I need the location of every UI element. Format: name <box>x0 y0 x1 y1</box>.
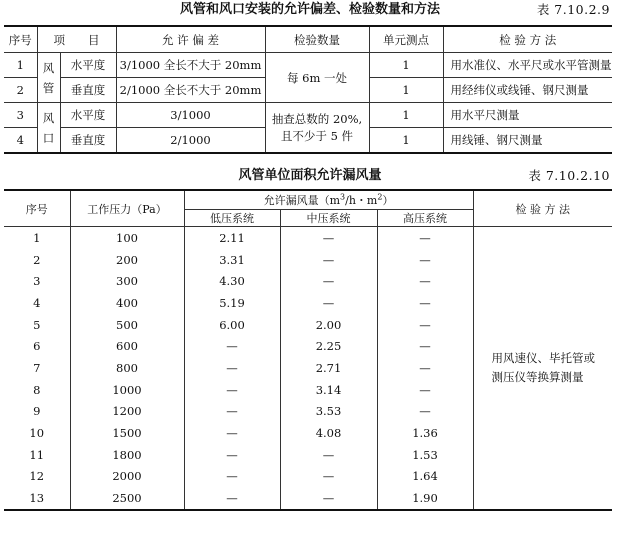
row-pressure: 1200 <box>70 401 184 423</box>
group-outlet-char: 风 <box>42 110 55 125</box>
row-high: 1.36 <box>377 422 473 444</box>
row-mid: — <box>280 270 377 292</box>
header-method: 检 验 方 法 <box>473 190 612 227</box>
quantity-duct: 每 6m 一处 <box>265 53 369 103</box>
row-tolerance: 3/1000 全长不大于 20mm <box>116 53 265 78</box>
header-leakage-prefix: 允许漏风量（m <box>263 194 341 207</box>
group-outlet <box>37 103 60 154</box>
table2-body <box>4 227 612 510</box>
row-pressure: 200 <box>70 249 184 271</box>
row-high: 1.53 <box>377 444 473 466</box>
table2-title: 风管单位面积允许漏风量 <box>238 168 382 183</box>
header-quantity: 检验数量 <box>265 26 369 53</box>
header-method: 检 验 方 法 <box>443 26 612 53</box>
row-mid: 3.53 <box>280 401 377 423</box>
row-method: 用水准仪、水平尺或水平管测量 <box>443 53 612 78</box>
row-item: 水平度 <box>60 53 116 78</box>
row-unit-point: 1 <box>369 78 443 103</box>
row-high: — <box>377 379 473 401</box>
header-high-pressure: 高压系统 <box>377 210 473 227</box>
quantity-outlet-line: 且不少于 5 件 <box>280 128 354 143</box>
row-high: — <box>377 357 473 379</box>
row-tolerance: 3/1000 <box>116 103 265 128</box>
row-low: 4.30 <box>184 270 280 292</box>
row-mid: — <box>280 487 377 510</box>
row-mid: — <box>280 249 377 271</box>
header-leakage-mid: /h・m <box>345 194 378 207</box>
row-mid: — <box>280 292 377 314</box>
row-pressure: 400 <box>70 292 184 314</box>
row-seq: 4 <box>4 292 70 314</box>
row-low: 5.19 <box>184 292 280 314</box>
row-high: 1.64 <box>377 466 473 488</box>
row-seq: 13 <box>4 487 70 510</box>
row-low: — <box>184 466 280 488</box>
header-low-pressure: 低压系统 <box>184 210 280 227</box>
row-pressure: 1500 <box>70 422 184 444</box>
row-seq: 8 <box>4 379 70 401</box>
row-mid: 4.08 <box>280 422 377 444</box>
row-pressure: 300 <box>70 270 184 292</box>
table2-number: 表 7.10.2.10 <box>528 168 610 183</box>
table-row <box>4 227 612 249</box>
row-high: — <box>377 270 473 292</box>
row-low: 6.00 <box>184 314 280 336</box>
row-high: — <box>377 335 473 357</box>
row-high: — <box>377 249 473 271</box>
row-low: — <box>184 487 280 510</box>
row-low: 3.31 <box>184 249 280 271</box>
row-item: 垂直度 <box>60 78 116 103</box>
row-unit-point: 1 <box>369 128 443 154</box>
row-pressure: 2000 <box>70 466 184 488</box>
group-duct-char: 管 <box>42 80 55 95</box>
row-seq: 3 <box>4 270 70 292</box>
row-seq: 2 <box>4 78 37 103</box>
row-method: 用线锤、钢尺测量 <box>443 128 612 154</box>
row-item: 水平度 <box>60 103 116 128</box>
row-low: — <box>184 422 280 444</box>
row-seq: 10 <box>4 422 70 444</box>
header-leakage-sup: 3 <box>340 192 346 202</box>
row-unit-point: 1 <box>369 53 443 78</box>
table2-caption <box>0 167 628 187</box>
group-duct-char: 风 <box>42 60 55 75</box>
row-low: 2.11 <box>184 227 280 249</box>
row-pressure: 500 <box>70 314 184 336</box>
row-unit-point: 1 <box>369 103 443 128</box>
quantity-outlet <box>265 103 369 154</box>
row-low: — <box>184 401 280 423</box>
row-seq: 11 <box>4 444 70 466</box>
row-seq: 7 <box>4 357 70 379</box>
group-duct <box>37 53 60 103</box>
row-mid: 2.25 <box>280 335 377 357</box>
header-seq: 序号 <box>4 190 70 227</box>
row-high: 1.90 <box>377 487 473 510</box>
header-leakage-suffix: ） <box>382 194 394 207</box>
table-row <box>4 103 612 128</box>
table1-number: 表 7.10.2.9 <box>536 2 610 17</box>
header-item: 项 目 <box>37 26 116 53</box>
row-method: 用水平尺测量 <box>443 103 612 128</box>
row-high: — <box>377 314 473 336</box>
row-pressure: 1000 <box>70 379 184 401</box>
table2-header-row <box>4 190 612 210</box>
row-low: — <box>184 444 280 466</box>
duct-outlet-tolerance-table <box>4 25 612 154</box>
row-low: — <box>184 379 280 401</box>
header-leakage <box>184 190 473 210</box>
row-pressure: 1800 <box>70 444 184 466</box>
row-mid: 2.71 <box>280 357 377 379</box>
row-seq: 2 <box>4 249 70 271</box>
row-mid: — <box>280 227 377 249</box>
row-mid: 3.14 <box>280 379 377 401</box>
header-unit-point: 单元测点 <box>369 26 443 53</box>
row-tolerance: 2/1000 全长不大于 20mm <box>116 78 265 103</box>
table1-title: 风管和风口安装的允许偏差、检验数量和方法 <box>179 2 440 17</box>
row-high: — <box>377 292 473 314</box>
row-high: — <box>377 401 473 423</box>
row-high: — <box>377 227 473 249</box>
row-pressure: 2500 <box>70 487 184 510</box>
row-low: — <box>184 357 280 379</box>
row-tolerance: 2/1000 <box>116 128 265 154</box>
row-method: 用经纬仪或线锤、钢尺测量 <box>443 78 612 103</box>
row-seq: 12 <box>4 466 70 488</box>
row-seq: 1 <box>4 227 70 249</box>
row-seq: 5 <box>4 314 70 336</box>
group-outlet-char: 口 <box>42 130 55 145</box>
row-seq: 6 <box>4 335 70 357</box>
header-pressure: 工作压力（Pa） <box>70 190 184 227</box>
row-pressure: 600 <box>70 335 184 357</box>
row-seq: 9 <box>4 401 70 423</box>
header-tolerance: 允 许 偏 差 <box>116 26 265 53</box>
header-leakage-sup2: 2 <box>377 192 383 202</box>
row-seq: 1 <box>4 53 37 78</box>
duct-leakage-table <box>4 189 612 511</box>
header-seq: 序号 <box>4 26 37 53</box>
row-seq: 3 <box>4 103 37 128</box>
header-mid-pressure: 中压系统 <box>280 210 377 227</box>
row-pressure: 800 <box>70 357 184 379</box>
row-item: 垂直度 <box>60 128 116 154</box>
row-seq: 4 <box>4 128 37 154</box>
quantity-outlet-line: 抽查总数的 20%, <box>271 111 363 126</box>
row-pressure: 100 <box>70 227 184 249</box>
table1-header-row <box>4 26 612 53</box>
method-text: 用风速仪、毕托管或测压仪等换算测量 <box>473 227 612 510</box>
table1-caption <box>0 1 628 21</box>
row-mid: 2.00 <box>280 314 377 336</box>
row-mid: — <box>280 444 377 466</box>
table-row <box>4 53 612 78</box>
row-low: — <box>184 335 280 357</box>
row-mid: — <box>280 466 377 488</box>
